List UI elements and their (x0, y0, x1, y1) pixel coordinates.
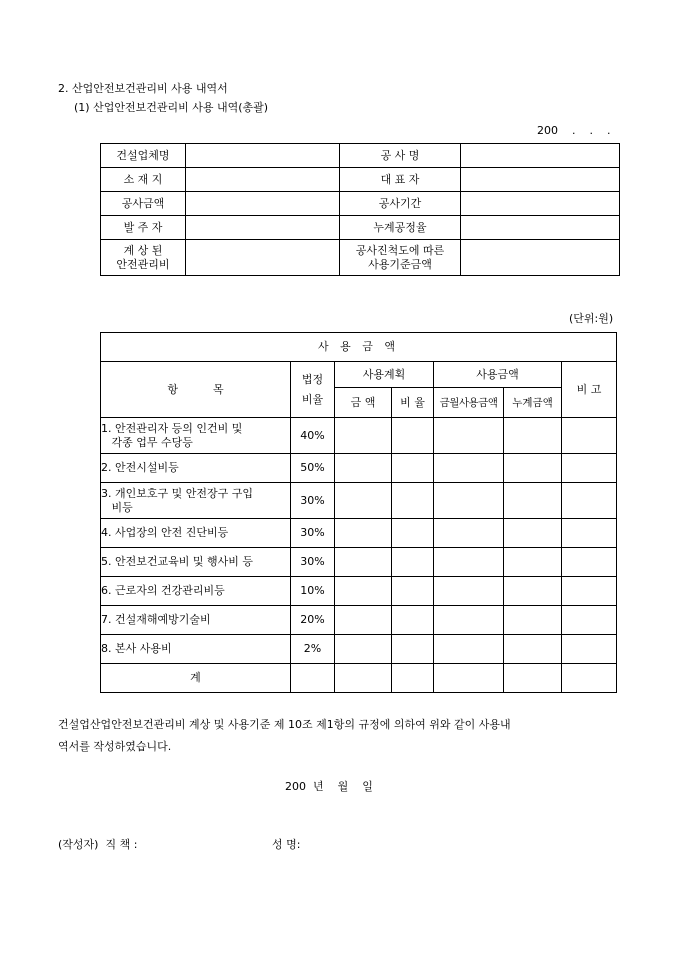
info-label: 공사금액 (101, 192, 186, 216)
item-rate: 50% (291, 454, 335, 483)
used-month-cell[interactable] (434, 483, 504, 519)
note-cell[interactable] (562, 606, 617, 635)
plan-ratio-cell[interactable] (392, 548, 434, 577)
info-label: 발 주 자 (101, 216, 186, 240)
usage-table (100, 332, 617, 693)
info-label: 소 재 지 (101, 168, 186, 192)
info-value-field[interactable] (461, 216, 620, 240)
note-cell[interactable] (562, 418, 617, 454)
used-month-cell[interactable] (434, 577, 504, 606)
item-label: 7. 건설재해예방기술비 (101, 606, 291, 635)
plan-ratio-cell[interactable] (392, 577, 434, 606)
info-value-field[interactable] (186, 144, 340, 168)
plan-amount-cell[interactable] (335, 418, 392, 454)
used-cum-cell[interactable] (504, 664, 562, 693)
col-plan-header: 사용계획 (335, 362, 434, 388)
note-cell[interactable] (562, 454, 617, 483)
plan-ratio-cell[interactable] (392, 519, 434, 548)
col-used-month-header: 금월사용금액 (434, 388, 504, 418)
item-label: 3. 개인보호구 및 안전장구 구입 비등 (101, 483, 291, 519)
info-table (100, 143, 620, 276)
info-label: 공 사 명 (340, 144, 461, 168)
item-rate: 20% (291, 606, 335, 635)
plan-ratio-cell[interactable] (392, 418, 434, 454)
used-cum-cell[interactable] (504, 519, 562, 548)
info-label: 건설업체명 (101, 144, 186, 168)
statement-text: 건설업산업안전보건관리비 계상 및 사용기준 제 10조 제1항의 규정에 의하여 위와 같이 사용내 역서를 작성하였습니다. (58, 718, 511, 753)
info-value-field[interactable] (186, 240, 340, 276)
note-cell[interactable] (562, 635, 617, 664)
item-label: 1. 안전관리자 등의 인건비 및 각종 업무 수당등 (101, 418, 291, 454)
item-label: 6. 근로자의 건강관리비등 (101, 577, 291, 606)
plan-ratio-cell[interactable] (392, 483, 434, 519)
section-title: 2. 산업안전보건관리비 사용 내역서 (58, 82, 228, 95)
used-month-cell[interactable] (434, 548, 504, 577)
used-cum-cell[interactable] (504, 635, 562, 664)
used-cum-cell[interactable] (504, 454, 562, 483)
col-used-header: 사용금액 (434, 362, 562, 388)
plan-amount-cell[interactable] (335, 635, 392, 664)
plan-amount-cell[interactable] (335, 548, 392, 577)
info-value-field[interactable] (461, 192, 620, 216)
used-cum-cell[interactable] (504, 483, 562, 519)
note-cell[interactable] (562, 483, 617, 519)
used-month-cell[interactable] (434, 635, 504, 664)
plan-amount-cell[interactable] (335, 519, 392, 548)
unit-note: (단위:원) (569, 312, 614, 325)
item-label: 4. 사업장의 안전 진단비등 (101, 519, 291, 548)
used-month-cell[interactable] (434, 664, 504, 693)
info-label: 공사진척도에 따른 사용기준금액 (340, 240, 461, 276)
info-label: 누계공정율 (340, 216, 461, 240)
info-label: 공사기간 (340, 192, 461, 216)
used-cum-cell[interactable] (504, 577, 562, 606)
plan-ratio-cell[interactable] (392, 635, 434, 664)
subsection-title: (1) 산업안전보건관리비 사용 내역(총괄) (74, 101, 269, 114)
note-cell[interactable] (562, 519, 617, 548)
item-rate: 30% (291, 548, 335, 577)
item-rate: 10% (291, 577, 335, 606)
info-value-field[interactable] (461, 144, 620, 168)
plan-amount-cell[interactable] (335, 454, 392, 483)
note-cell[interactable] (562, 548, 617, 577)
total-label: 계 (101, 664, 291, 693)
used-month-cell[interactable] (434, 606, 504, 635)
col-item-header: 항 목 (101, 362, 291, 418)
info-value-field[interactable] (186, 216, 340, 240)
used-month-cell[interactable] (434, 418, 504, 454)
total-rate-cell (291, 664, 335, 693)
info-value-field[interactable] (461, 168, 620, 192)
plan-ratio-cell[interactable] (392, 454, 434, 483)
author-name-label: 성 명: (272, 838, 301, 851)
info-value-field[interactable] (186, 168, 340, 192)
col-note-header: 비 고 (562, 362, 617, 418)
col-used-cum-header: 누계금액 (504, 388, 562, 418)
note-cell[interactable] (562, 664, 617, 693)
item-rate: 2% (291, 635, 335, 664)
item-rate: 40% (291, 418, 335, 454)
plan-amount-cell[interactable] (335, 577, 392, 606)
item-rate: 30% (291, 519, 335, 548)
col-plan-amount-header: 금 액 (335, 388, 392, 418)
info-value-field[interactable] (461, 240, 620, 276)
used-cum-cell[interactable] (504, 548, 562, 577)
info-value-field[interactable] (186, 192, 340, 216)
info-label: 계 상 된 안전관리비 (101, 240, 186, 276)
author-position-label: (작성자) 직 책 : (58, 838, 138, 851)
col-plan-ratio-header: 비 율 (392, 388, 434, 418)
used-month-cell[interactable] (434, 519, 504, 548)
document-date: 200 . . . (537, 124, 611, 137)
usage-table-title: 사 용 금 액 (101, 333, 617, 362)
note-cell[interactable] (562, 577, 617, 606)
plan-amount-cell[interactable] (335, 483, 392, 519)
info-label: 대 표 자 (340, 168, 461, 192)
plan-ratio-cell[interactable] (392, 606, 434, 635)
used-cum-cell[interactable] (504, 418, 562, 454)
used-cum-cell[interactable] (504, 606, 562, 635)
item-label: 8. 본사 사용비 (101, 635, 291, 664)
signature-date: 200 년 월 일 (285, 780, 373, 793)
plan-amount-cell[interactable] (335, 664, 392, 693)
plan-ratio-cell[interactable] (392, 664, 434, 693)
used-month-cell[interactable] (434, 454, 504, 483)
plan-amount-cell[interactable] (335, 606, 392, 635)
item-rate: 30% (291, 483, 335, 519)
item-label: 2. 안전시설비등 (101, 454, 291, 483)
item-label: 5. 안전보건교육비 및 행사비 등 (101, 548, 291, 577)
col-rate-header: 법정 비율 (291, 362, 335, 418)
